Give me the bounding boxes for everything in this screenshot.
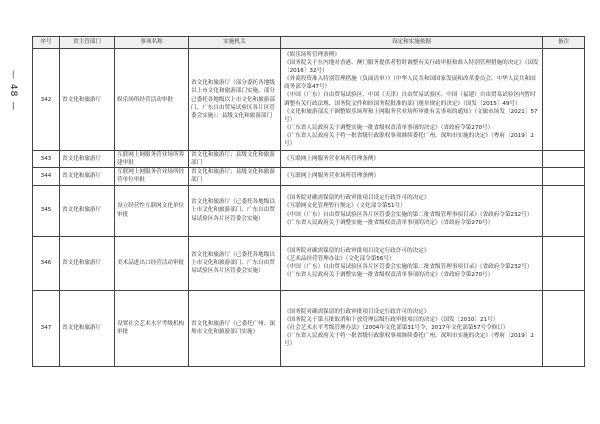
header-seq: 序号 [33,37,60,49]
cell-impl: 省文化和旅游厅；县级文化和旅游部门 [189,151,281,168]
cell-remark [543,151,585,168]
cell-impl: 省文化和旅游厅；县级文化和旅游部门 [189,168,281,185]
basis-line: 《广东省人民政府关于将一批省级行政职权事项继续委托广州、深圳市实施的决定》（粤府〔2019〕2号） [284,132,534,148]
cell-remark [543,185,585,236]
basis-line: 《艺术品经营管理办法》（文化部令第56号） [284,255,395,262]
basis-line: 《国务院对确需保留的行政审批项目设定行政许可的决定》 [284,247,430,254]
table-row [33,290,585,366]
cell-dept: 省文化和旅游厅 [60,151,115,168]
basis-line: 《广东省人民政府关于调整实施一批省级权责清单事项的决定》（省政府令第270号） [284,124,494,131]
basis-line: 《互联网上网服务营业场所管理条例》 [284,156,380,163]
cell-basis [281,185,543,236]
cell-impl: 省文化和旅游厅（已委托各地级以上市文化和旅游部门、广东自由贸易试验区各片区管委会实施） [189,185,281,236]
cell-basis [281,168,543,185]
table-header-row [33,37,585,49]
cell-seq: 342 [33,49,60,151]
cell-item: 互联网上网服务营业场所筹建审批 [115,151,189,168]
header-basis: 设定和实施依据 [281,37,543,49]
table-row [33,185,585,236]
cell-remark [543,168,585,185]
approval-items-table [32,36,585,367]
page-number-text: — 48 — [8,70,18,112]
cell-basis [281,236,543,290]
basis-line: 《外商投资准入特别管理措施（负面清单）》（中华人民共和国国家发展和改革委员会、中华人民共和国商务部令第47号） [284,76,536,91]
cell-dept: 省文化和旅游厅 [60,236,115,290]
cell-seq: 344 [33,168,60,185]
cell-dept: 省文化和旅游厅 [60,185,115,236]
table-row [33,151,585,168]
header-remark: 备注 [543,37,585,49]
basis-line: 《中国（广东）自由贸易试验区、中国（天津）自由贸易试验区、中国（福建）自由贸易试验区内暂时调整有关行政法规、国务院文件和经国务院批准的部门规章规定的决定》（国发〔2015〕49号） [284,92,536,107]
basis-line: 《广东省人民政府关于调整实施一批省级权责清单事项的决定》（省政府令第270号） [284,219,494,226]
cell-impl: 省文化和旅游厅（部分委托各地级以上市文化和旅游部门实施，部分已委托各地级以上市文化和旅游部门、广东自由贸易试验区各片区管委会实施）；县级文化和旅游部门 [189,49,281,151]
basis-line: 《广东省人民政府关于调整实施一批省级权责清单事项的决定》（省政府令第270号） [284,272,494,279]
table-row [33,236,585,290]
cell-item: 美术品进出口经营活动审批 [115,236,189,290]
basis-line: 《互联网上网服务营业场所管理条例》 [284,173,380,180]
basis-line: 《互联网文化管理暂行规定》（文化部令第51号） [284,203,406,210]
cell-dept: 省文化和旅游厅 [60,168,115,185]
basis-line: 《文化和旅游部关于调整娱乐场所和上网服务营业场所审批有关事项的通知》（文旅市场发〔2021〕57号） [284,108,538,123]
cell-basis [281,49,543,151]
header-item: 事项名称 [115,37,189,49]
cell-dept: 省文化和旅游厅 [60,290,115,366]
basis-line: 《广东省人民政府关于将一批省级行政职权事项继续委托广州、深圳市实施的决定》（粤府〔2019〕2号） [284,333,534,348]
cell-seq: 346 [33,236,60,290]
basis-line: 《中国（广东）自由贸易试验区各片区管委会实施的第二批省级管理事项目录》（省政府令第232号） [284,264,533,270]
page-number-value: 48 [8,83,18,98]
cell-remark [543,49,585,151]
cell-basis [281,290,543,366]
basis-line: 《中国（广东）自由贸易试验区各片区管委会实施的第二批省级管理事项目录》（省政府令第232号） [284,211,533,218]
basis-line: 《国务院对确需保留的行政审批项目设定行政许可的决定》 [284,308,430,315]
cell-item: 设置社会艺术水平考级机构审批 [115,290,189,366]
page-number [2,60,28,112]
cell-remark [543,236,585,290]
cell-item: 设立经营性互联网文化单位审批 [115,185,189,236]
cell-impl: 省文化和旅游厅（已委托广州、深圳市文化和旅游部门实施） [189,290,281,366]
header-dept: 省主管部门 [60,37,115,49]
basis-line: 《国务院关于第五批取消和下放管理层级行政审批项目的决定》（国发〔2010〕21号） [284,316,499,323]
cell-seq: 347 [33,290,60,366]
cell-item: 互联网上网服务营业场所经营单位审批 [115,168,189,185]
cell-basis [281,151,543,168]
cell-impl: 省文化和旅游厅（已委托各地级以上市文化和旅游部门、广东自由贸易试验区各片区管委会实施） [189,236,281,290]
basis-line: 《国务院关于在内地对香港、澳门服务提供者暂时调整有关行政审批和准入特别管理措施的决定》（国发〔2016〕32号） [284,60,539,75]
cell-item: 娱乐场所经营活动审批 [115,49,189,151]
cell-seq: 345 [33,185,60,236]
basis-line: 《国务院对确需保留的行政审批项目设定行政许可的决定》 [284,195,430,202]
cell-dept: 省文化和旅游厅 [60,49,115,151]
cell-remark [543,290,585,366]
table-row [33,168,585,185]
header-impl: 实施机关 [189,37,281,49]
cell-seq: 343 [33,151,60,168]
basis-line: 《社会艺术水平考级管理办法》（2004年文化部第31号令，2017年文化部第57号令修订） [284,324,509,331]
table-row [33,49,585,151]
basis-line: 《娱乐场所管理条例》 [284,52,340,58]
